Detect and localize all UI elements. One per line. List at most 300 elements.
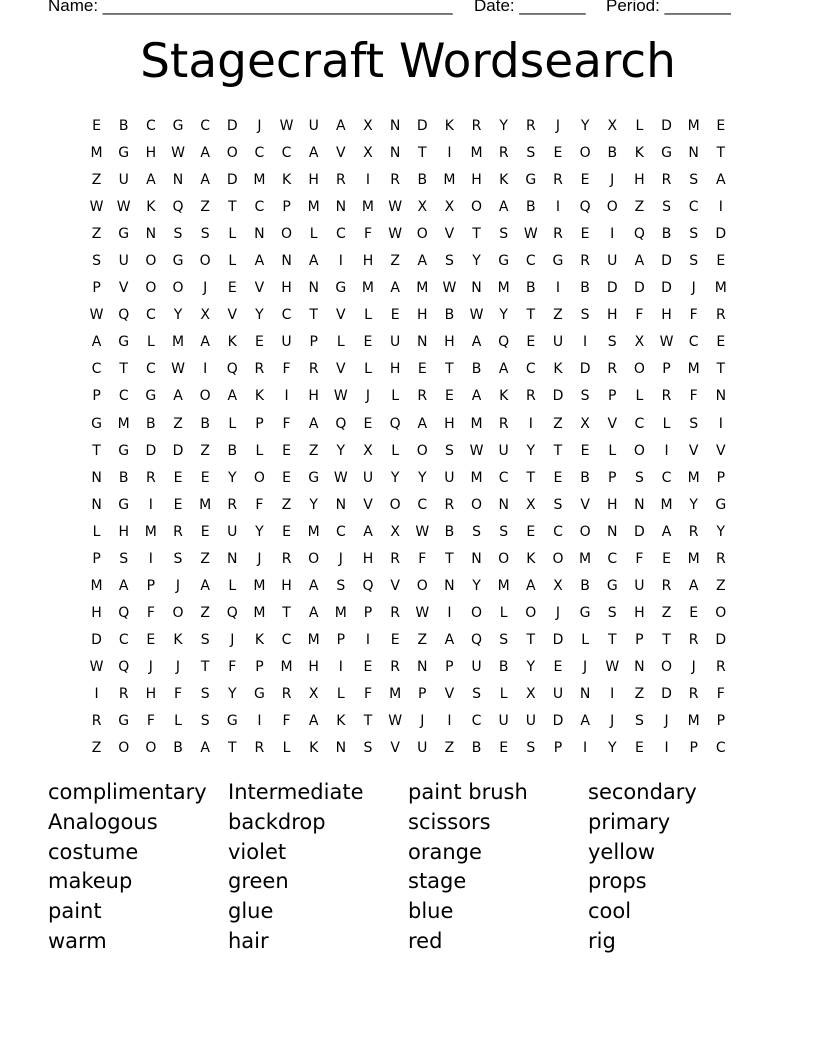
grid-letter: M [443,172,456,189]
grid-letter: T [472,226,481,243]
grid-letter: T [526,631,536,648]
grid-letter: T [363,713,373,730]
grid-letter: Z [173,415,183,432]
grid-letter: I [664,740,669,757]
grid-letter: L [174,713,182,730]
grid-letter: E [363,415,373,432]
grid-letter: E [173,469,183,486]
grid-letter: J [365,388,371,405]
grid-letter: B [118,118,129,134]
grid-letter: S [444,442,454,459]
grid-row [83,140,734,167]
grid-letter: F [363,685,372,702]
grid-letter: Q [172,199,184,216]
grid-letter: R [417,388,428,405]
grid-row [83,221,734,248]
grid-letter: W [116,199,131,216]
grid-letter: F [363,226,372,243]
grid-letter: X [417,199,428,216]
grid-letter: Z [200,199,210,216]
grid-letter: T [716,361,726,378]
grid-letter: T [445,361,454,378]
grid-letter: X [363,442,373,459]
grid-letter: C [281,307,292,324]
grid-letter: O [281,226,293,243]
grid-letter: O [633,361,645,378]
grid-letter: N [172,172,184,189]
grid-letter: P [255,658,264,675]
grid-letter: L [92,523,101,540]
grid-letter: Y [526,442,536,459]
word-list-item: rig [588,929,616,953]
grid-letter: A [417,253,428,270]
grid-letter: A [200,334,210,351]
grid-row [83,275,734,302]
grid-letter: G [172,253,184,270]
grid-letter: X [580,415,590,432]
grid-letter: S [607,334,617,351]
grid-letter: U [498,713,509,730]
grid-letter: N [634,658,645,675]
grid-letter: E [526,334,536,351]
grid-letter: U [634,577,645,594]
grid-letter: V [336,307,346,324]
grid-letter: A [661,523,672,540]
grid-letter: P [309,334,318,351]
grid-letter: B [444,307,455,324]
grid-letter: D [226,172,238,189]
grid-row [83,465,734,492]
grid-letter: K [309,740,319,757]
grid-letter: E [689,604,699,621]
grid-letter: J [610,172,615,189]
grid-row [83,735,734,762]
grid-letter: C [118,631,129,648]
grid-letter: I [447,145,452,162]
grid-letter: B [526,280,536,297]
grid-letter: R [390,172,400,189]
word-list-item: hair [228,929,269,953]
grid-letter: A [200,740,210,757]
grid-letter: A [471,334,482,351]
grid-letter: R [444,496,455,513]
grid-letter: T [119,361,128,378]
word-list-item: primary [588,809,671,834]
grid-letter: Z [308,442,319,459]
grid-letter: Y [472,577,481,594]
grid-letter: J [691,658,696,675]
period-field[interactable]: Period: _______ [606,0,731,15]
grid-row [83,681,734,708]
grid-letter: L [255,442,264,459]
grid-letter: F [689,388,698,405]
grid-letter: H [634,172,645,189]
grid-letter: H [444,415,455,432]
grid-letter: D [552,631,564,648]
grid-letter: O [471,199,483,216]
grid-letter: R [390,658,400,675]
grid-row [83,708,734,735]
grid-letter: A [336,118,346,134]
grid-letter: I [528,415,533,432]
grid-letter: U [552,334,564,351]
grid-letter: Z [417,631,428,648]
word-list-item: backdrop [228,809,326,834]
grid-letter: N [444,577,455,594]
grid-letter: H [362,550,374,567]
grid-letter: G [335,280,347,297]
grid-letter: E [580,442,590,459]
grid-letter: Q [471,631,483,648]
grid-letter: F [282,415,291,432]
grid-letter: Q [118,307,130,324]
grid-letter: R [91,713,102,730]
grid-letter: P [92,388,101,405]
grid-letter: P [716,469,726,486]
grid-letter: V [118,280,129,297]
grid-letter: Y [255,523,264,540]
grid-letter: J [257,118,262,134]
grid-letter: T [227,740,237,757]
grid-letter: Y [472,253,481,270]
grid-letter: M [90,145,103,162]
grid-letter: B [498,658,509,675]
grid-letter: E [553,469,563,486]
grid-letter: O [715,604,727,621]
grid-letter: B [526,199,536,216]
grid-letter: R [525,118,536,134]
grid-letter: R [688,523,699,540]
grid-letter: H [416,307,428,324]
grid-letter: Q [362,577,374,594]
grid-letter: D [661,118,672,134]
grid-letter: H [389,361,401,378]
grid-letter: L [391,388,400,405]
grid-row [83,383,734,410]
grid-letter: R [390,604,400,621]
grid-letter: E [580,226,590,243]
grid-letter: M [470,415,483,432]
grid-letter: K [336,713,346,730]
grid-letter: E [580,172,590,189]
grid-letter: A [227,388,238,405]
grid-letter: A [308,415,319,432]
grid-letter: I [583,334,588,351]
grid-letter: P [336,631,346,648]
grid-letter: U [118,253,129,270]
grid-letter: B [200,415,210,432]
grid-letter: R [281,550,292,567]
grid-letter: G [498,253,510,270]
grid-letter: I [610,226,615,243]
grid-letter: T [526,307,536,324]
grid-letter: M [117,415,130,432]
grid-letter: B [417,172,428,189]
grid-letter: E [390,307,400,324]
grid-letter: I [338,658,343,675]
grid-letter: S [499,226,509,243]
grid-letter: R [715,658,726,675]
grid-letter: Z [634,199,645,216]
grid-letter: D [633,523,645,540]
grid-letter: F [146,713,155,730]
grid-letter: T [526,469,536,486]
grid-letter: O [226,145,238,162]
grid-letter: W [89,199,104,216]
grid-letter: S [92,253,102,270]
word-list-item: props [588,869,647,894]
grid-letter: W [388,713,403,730]
grid-letter: U [389,334,401,351]
grid-letter: U [525,713,536,730]
grid-letter: E [634,740,644,757]
grid-letter: R [254,361,265,378]
grid-letter: T [200,658,210,675]
grid-letter: O [416,226,428,243]
grid-letter: Q [335,415,347,432]
grid-letter: Y [716,523,726,540]
grid-letter: M [497,280,510,297]
grid-letter: R [553,226,563,243]
grid-letter: Y [309,496,318,513]
grid-letter: M [253,604,266,621]
grid-letter: F [255,496,264,513]
grid-letter: E [200,523,210,540]
grid-letter: O [145,740,157,757]
grid-letter: T [282,604,291,621]
grid-letter: G [525,172,537,189]
grid-letter: L [581,631,589,648]
grid-letter: C [145,307,156,324]
grid-letter: N [498,496,509,513]
grid-letter: I [718,199,723,216]
grid-letter: O [498,550,510,567]
grid-letter: M [361,280,375,297]
grid-letter: A [688,577,699,594]
word-list-item: paint brush [408,780,528,804]
grid-letter: W [469,442,484,459]
grid-letter: N [417,658,428,675]
grid-letter: K [146,199,156,216]
word-list-item: red [408,929,443,953]
grid-letter: X [390,523,400,540]
grid-letter: Q [118,658,130,675]
grid-letter: L [499,685,508,702]
grid-letter: R [661,172,672,189]
grid-letter: S [553,496,563,513]
grid-letter: N [389,118,401,134]
grid-letter: Y [499,307,508,324]
grid-letter: H [91,604,102,621]
grid-letter: I [664,442,669,459]
grid-letter: M [280,658,293,675]
grid-letter: P [608,388,617,405]
grid-letter: S [526,145,536,162]
grid-letter: C [607,550,618,567]
grid-letter: A [498,361,509,378]
grid-letter: H [145,685,157,702]
grid-letter: S [607,604,617,621]
grid-letter: U [227,523,238,540]
grid-letter: A [254,253,265,270]
grid-letter: G [606,577,618,594]
grid-letter: A [308,577,319,594]
grid-letter: Y [227,469,237,486]
grid-letter: Y [390,469,400,486]
grid-letter: I [718,415,723,432]
grid-letter: V [336,361,346,378]
grid-letter: Z [444,740,455,757]
grid-letter: H [308,172,319,189]
grid-letter: S [200,685,210,702]
grid-letter: M [361,199,375,216]
grid-letter: S [689,415,699,432]
grid-letter: C [145,118,156,134]
grid-letter: Q [579,199,591,216]
grid-letter: S [472,523,481,540]
grid-letter: Z [200,550,210,567]
grid-row [83,519,734,546]
grid-letter: M [416,280,429,297]
grid-letter: T [92,442,101,459]
grid-letter: B [146,415,156,432]
grid-letter: B [173,740,183,757]
grid-row [83,627,734,654]
grid-letter: E [227,280,237,297]
grid-letter: B [580,469,590,486]
grid-letter: H [606,496,618,513]
grid-row [83,600,734,627]
grid-letter: J [555,118,561,134]
grid-letter: Z [91,226,102,243]
grid-letter: T [417,145,427,162]
grid-letter: Z [91,172,102,189]
grid-letter: I [447,604,452,621]
grid-letter: P [445,658,454,675]
grid-letter: R [471,118,482,134]
grid-letter: J [175,658,181,675]
grid-letter: K [444,118,454,134]
grid-letter: O [199,253,211,270]
grid-letter: D [661,253,672,270]
grid-letter: A [200,577,210,594]
grid-letter: K [634,145,644,162]
grid-letter: M [253,172,266,189]
grid-letter: R [498,415,509,432]
grid-letter: N [389,145,401,162]
grid-letter: N [281,253,292,270]
grid-letter: D [145,442,157,459]
grid-letter: L [336,685,345,702]
grid-letter: P [92,280,101,297]
grid-letter: N [471,280,482,297]
grid-letter: V [227,307,238,324]
grid-letter: A [91,334,102,351]
grid-letter: G [715,496,727,513]
grid-letter: R [715,307,726,324]
grid-letter: G [579,604,591,621]
grid-letter: C [525,253,536,270]
name-field[interactable]: Name: _____________________________________ [48,0,453,15]
grid-letter: G [308,469,320,486]
grid-letter: S [499,631,509,648]
grid-letter: U [444,469,455,486]
grid-letter: P [689,740,698,757]
grid-letter: P [608,469,617,486]
grid-letter: R [553,172,563,189]
grid-letter: O [145,280,157,297]
grid-letter: C [335,226,346,243]
grid-letter: V [254,280,265,297]
grid-letter: B [607,145,618,162]
grid-letter: G [226,713,238,730]
grid-letter: B [661,226,672,243]
grid-row [83,546,734,573]
grid-letter: J [610,713,615,730]
word-list-item: complimentary [48,780,207,804]
grid-letter: R [661,388,672,405]
grid-letter: C [200,118,211,134]
grid-letter: O [471,496,483,513]
grid-letter: M [687,713,700,730]
grid-letter: F [173,685,183,702]
grid-letter: E [553,145,563,162]
grid-letter: O [579,145,591,162]
date-field[interactable]: Date: _______ [474,0,586,15]
grid-letter: U [552,685,564,702]
grid-letter: X [444,199,455,216]
grid-letter: F [282,713,291,730]
word-list-item: makeup [48,869,133,894]
grid-letter: R [281,685,292,702]
grid-letter: S [173,226,183,243]
grid-letter: L [635,118,644,134]
word-list-item: glue [228,899,274,924]
grid-letter: M [714,280,727,297]
grid-letter: Z [634,685,645,702]
grid-letter: J [338,550,343,567]
grid-letter: N [335,740,347,757]
grid-letter: E [363,334,373,351]
grid-letter: E [282,442,291,459]
grid-letter: K [254,631,264,648]
grid-letter: B [580,577,590,594]
grid-letter: A [173,388,183,405]
grid-letter: A [308,145,319,162]
grid-letter: Q [226,604,238,621]
grid-letter: B [580,280,590,297]
grid-letter: Q [118,604,130,621]
grid-letter: P [255,415,264,432]
grid-letter: G [91,415,102,432]
grid-letter: I [583,740,588,757]
grid-letter: J [257,550,262,567]
grid-letter: X [363,145,373,162]
grid-letter: A [200,172,210,189]
grid-letter: J [175,577,181,594]
grid-letter: N [335,496,347,513]
grid-letter: L [228,577,237,594]
grid-letter: M [687,469,700,486]
word-list-item: yellow [588,839,656,864]
grid-letter: M [307,199,320,216]
grid-letter: S [363,740,373,757]
grid-letter: V [444,226,455,243]
grid-letter: C [417,496,428,513]
grid-letter: Z [661,604,672,621]
grid-letter: L [391,442,400,459]
grid-letter: D [226,118,238,134]
